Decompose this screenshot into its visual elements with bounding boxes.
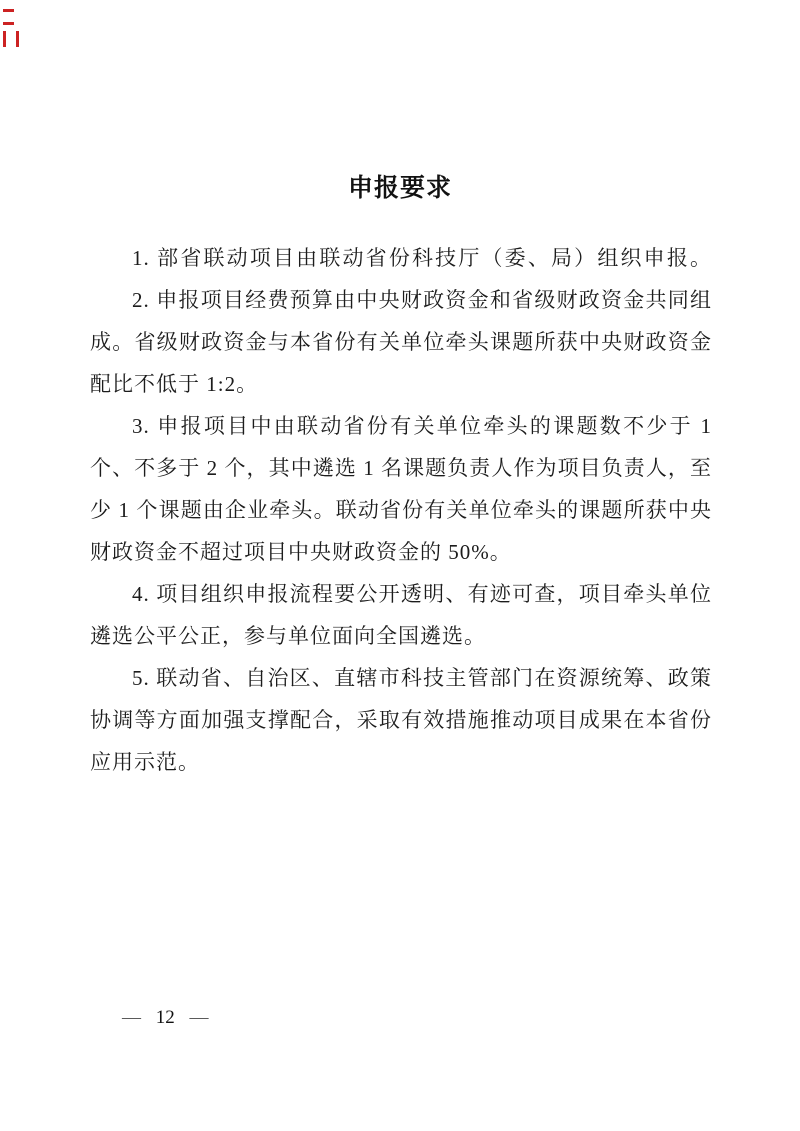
paragraph-1: 1. 部省联动项目由联动省份科技厅（委、局）组织申报。 [132, 246, 712, 270]
paragraph-3: 3. 申报项目中由联动省份有关单位牵头的课题数不少于 1 个、不多于 2 个，其中遴选 1 名课题负责人作为项目负责人，至少 1 个课题由企业牵头。联动省份有关单位牵头的课题所获中央财政资金不超过项目中央财政资金的 50%。 [90, 414, 712, 564]
footer-dash-right: — [189, 1007, 209, 1028]
paragraph-5: 5. 联动省、自治区、直辖市科技主管部门在资源统筹、政策协调等方面加强支撑配合，采取有效措施推动项目成果在本省份应用示范。 [90, 666, 712, 774]
document-body [90, 237, 712, 783]
paragraph-2: 2. 申报项目经费预算由中央财政资金和省级财政资金共同组成。省级财政资金与本省份有关单位牵头课题所获中央财政资金配比不低于 1:2。 [90, 288, 712, 396]
page-number: 12 [155, 1007, 175, 1028]
footer-dash-left: — [122, 1007, 141, 1028]
red-corner-mark-top [3, 9, 14, 25]
page-title: 申报要求 [347, 174, 452, 202]
paragraph-4: 4. 项目组织申报流程要公开透明、有迹可查，项目牵头单位遴选公平公正，参与单位面向全国遴选。 [90, 582, 712, 648]
red-corner-mark-bottom [3, 31, 19, 47]
page-footer [122, 1006, 209, 1030]
